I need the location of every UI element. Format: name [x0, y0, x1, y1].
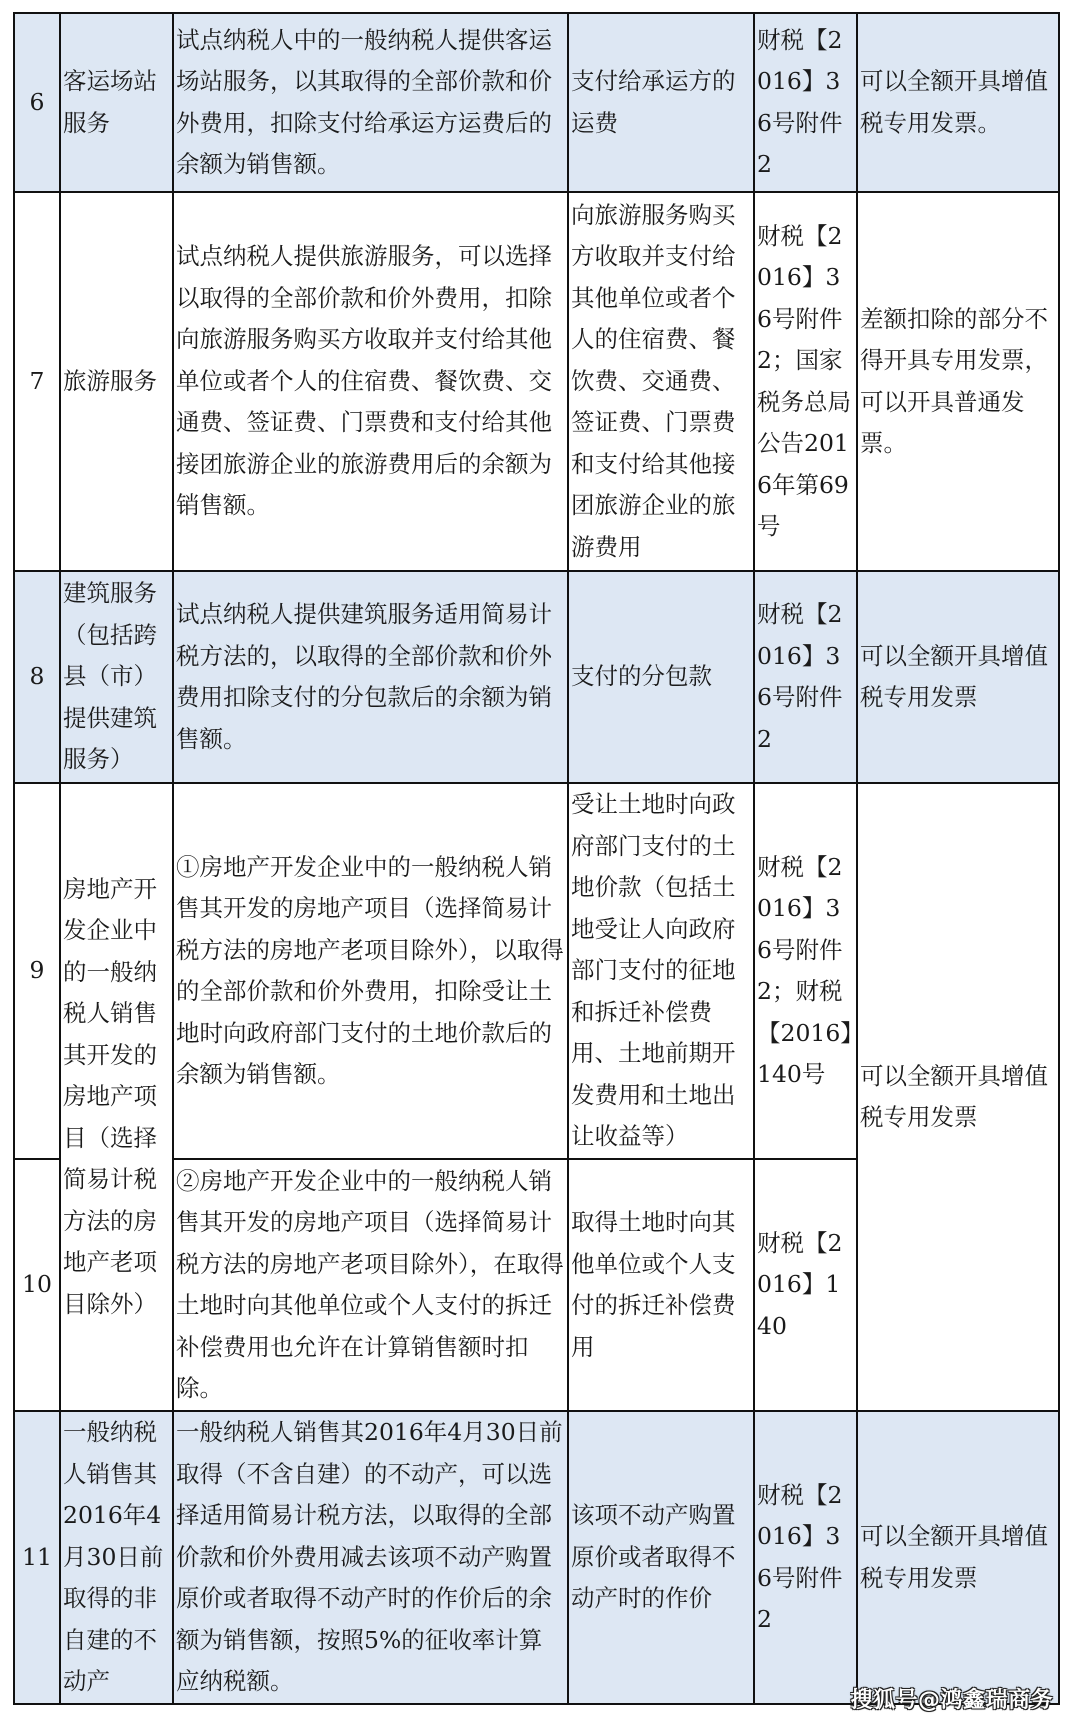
- item-name: 房地产开发企业中的一般纳税人销售其开发的房地产项目（选择简易计税方法的房地产老项目除外）: [60, 783, 173, 1411]
- item-name: 旅游服务: [60, 192, 173, 571]
- deduction-rule: 试点纳税人提供建筑服务适用简易计税方法的，以取得的全部价款和价外费用扣除支付的分包款后的余额为销售额。: [173, 571, 568, 783]
- deductible-amount: 受让土地时向政府部门支付的土地价款（包括土地受让人向政府部门支付的征地和拆迁补偿费用、土地前期开发费用和土地出让收益等）: [568, 783, 754, 1159]
- item-name: 一般纳税人销售其2016年4月30日前取得的非自建的不动产: [60, 1411, 173, 1704]
- policy-basis: 财税【2016】36号附件2；国家税务总局公告2016年第69号: [754, 192, 857, 571]
- deduction-rule: ①房地产开发企业中的一般纳税人销售其开发的房地产项目（选择简易计税方法的房地产老项目除外），以取得的全部价款和价外费用，扣除受让土地时向政府部门支付的土地价款后的余额为销售额。: [173, 783, 568, 1159]
- deductible-amount: 支付的分包款: [568, 571, 754, 783]
- item-name: 客运场站服务: [60, 13, 173, 192]
- item-name: 建筑服务（包括跨县（市）提供建筑服务）: [60, 571, 173, 783]
- row-number: 6: [14, 13, 60, 192]
- deductible-amount: 取得土地时向其他单位或个人支付的拆迁补偿费用: [568, 1159, 754, 1411]
- vat-deduction-table: [13, 12, 1060, 1705]
- table-row-9: [14, 783, 1059, 1159]
- invoice-rule: 差额扣除的部分不得开具专用发票，可以开具普通发票。: [857, 192, 1059, 571]
- row-number: 8: [14, 571, 60, 783]
- invoice-rule: 可以全额开具增值税专用发票: [857, 783, 1059, 1411]
- source-watermark: 搜狐号@鸿鑫瑞商务: [850, 1688, 1053, 1713]
- row-number: 11: [14, 1411, 60, 1704]
- deductible-amount: 向旅游服务购买方收取并支付给其他单位或者个人的住宿费、餐饮费、交通费、签证费、门票费和支付给其他接团旅游企业的旅游费用: [568, 192, 754, 571]
- deductible-amount: 支付给承运方的运费: [568, 13, 754, 192]
- table-row-6: [14, 13, 1059, 192]
- policy-basis: 财税【2016】36号附件2: [754, 13, 857, 192]
- table-row-7: [14, 192, 1059, 571]
- deductible-amount: 该项不动产购置原价或者取得不动产时的作价: [568, 1411, 754, 1704]
- invoice-rule: 可以全额开具增值税专用发票: [857, 571, 1059, 783]
- invoice-rule: 可以全额开具增值税专用发票: [857, 1411, 1059, 1704]
- deduction-rule: 试点纳税人提供旅游服务，可以选择以取得的全部价款和价外费用，扣除向旅游服务购买方收取并支付给其他单位或者个人的住宿费、餐饮费、交通费、签证费、门票费和支付给其他接团旅游企业的旅游费用后的余额为销售额。: [173, 192, 568, 571]
- policy-basis: 财税【2016】36号附件2: [754, 1411, 857, 1704]
- row-number: 7: [14, 192, 60, 571]
- deduction-rule: 试点纳税人中的一般纳税人提供客运场站服务，以其取得的全部价款和价外费用，扣除支付给承运方运费后的余额为销售额。: [173, 13, 568, 192]
- policy-basis: 财税【2016】36号附件2: [754, 571, 857, 783]
- deduction-rule: ②房地产开发企业中的一般纳税人销售其开发的房地产项目（选择简易计税方法的房地产老项目除外），在取得土地时向其他单位或个人支付的拆迁补偿费用也允许在计算销售额时扣除。: [173, 1159, 568, 1411]
- policy-basis: 财税【2016】140: [754, 1159, 857, 1411]
- row-number: 10: [14, 1159, 60, 1411]
- table-row-8: [14, 571, 1059, 783]
- table-row-11: [14, 1411, 1059, 1704]
- policy-basis: 财税【2016】36号附件2；财税【2016】140号: [754, 783, 857, 1159]
- row-number: 9: [14, 783, 60, 1159]
- invoice-rule: 可以全额开具增值税专用发票。: [857, 13, 1059, 192]
- deduction-rule: 一般纳税人销售其2016年4月30日前取得（不含自建）的不动产，可以选择适用简易计税方法，以取得的全部价款和价外费用减去该项不动产购置原价或者取得不动产时的作价后的余额为销售额，按照5%的征收率计算应纳税额。: [173, 1411, 568, 1704]
